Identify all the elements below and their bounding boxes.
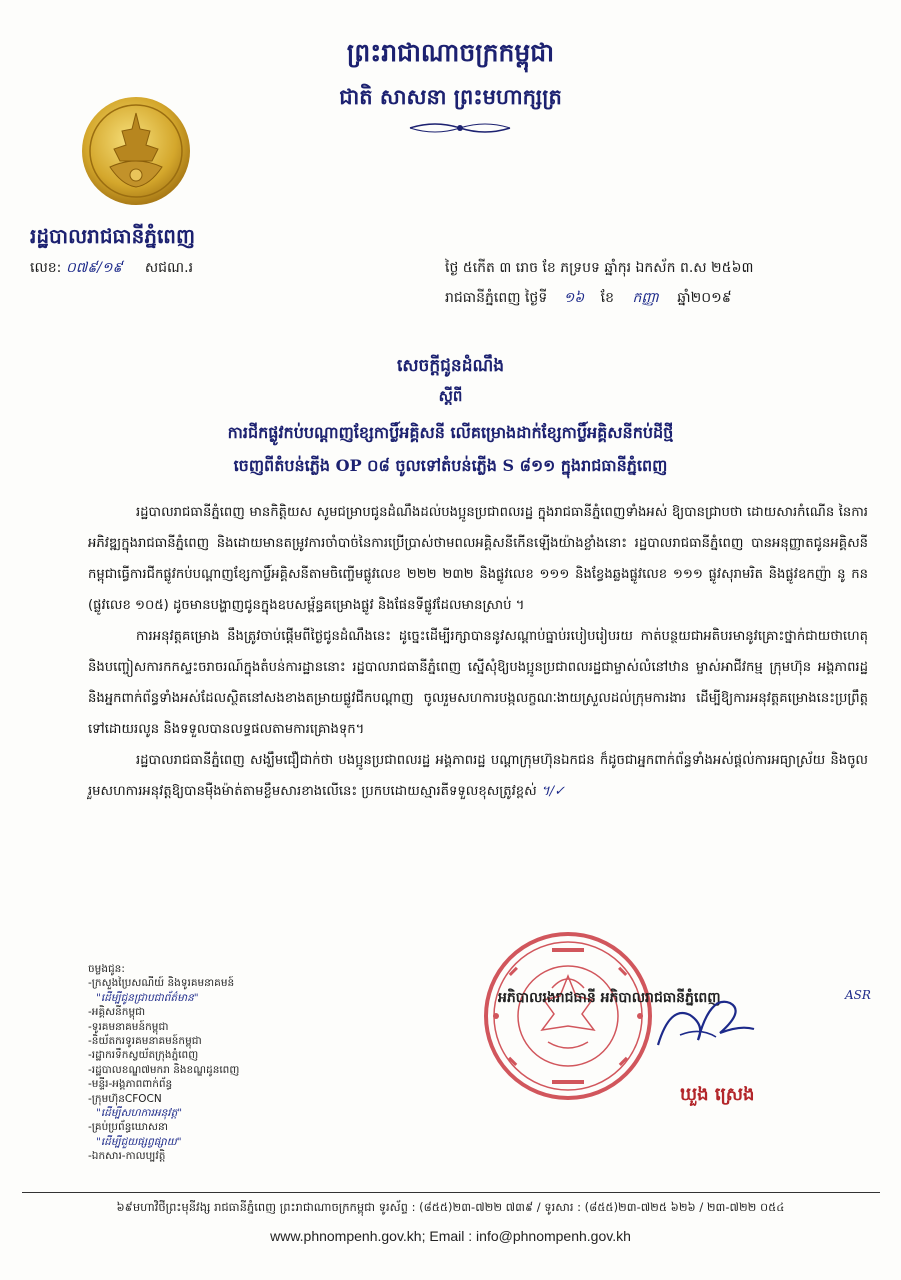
cc-item: "ដើម្បីជួយផ្សព្វផ្សាយ": [96, 1135, 182, 1148]
cc-item: -ក្រុមហ៊ុនCFOCN: [88, 1092, 162, 1105]
cc-item: -ទូរគមនាគមន៍កម្ពុជា: [88, 1020, 169, 1033]
lunar-date: ថ្ងៃ ៥កើត ៣ រោច ខែ ភទ្របទ ឆ្នាំកុរ ឯកស័ក ព.ស ២៥៦៣: [445, 260, 754, 276]
notice-body: [88, 497, 868, 807]
body-paragraph-1: រដ្ឋបាលរាជធានីភ្នំពេញ មានកិត្តិយស សូមជម្រាបជូនដំណឹងដល់បងប្អូនប្រជាពលរដ្ឋ ក្នុងរាជធានីភ្នំពេញទាំងអស់ ឱ្យបានជ្រាបថា ដោយសារកំណើន នៃការអភិវឌ្ឍក្នុងរាជធានីភ្នំពេញ និងដោយមានតម្រូវការចាំបាច់នៃការប្រើប្រាស់ថាមពលអគ្គិសនីកើនឡើងយ៉ាងខ្លាំងនោះ រដ្ឋបាលរាជធានីភ្នំពេញ បានអនុញ្ញាតជូនអគ្គិសនីកម្ពុជាធ្វើការជីកផ្លូវកប់បណ្តាញខ្សែកាប្លិ៍អគ្គិសនីតាមចិញ្ចើមផ្លូវលេខ ២២២ ២៣២ និងផ្លូវលេខ ១១១ និងខ្វែងឆ្លងផ្លូវលេខ ១១១ ផ្លូវសុរាមរិត និងផ្លូវឧកញ៉ា នូ កន (ផ្លូវលេខ ១០៥) ដូចមានបង្ហាញជូនក្នុងឧបសម្ព័ន្ធគម្រោងផ្លូវ និងផែនទីផ្លូវដែលមានស្រាប់ ។: [88, 505, 868, 613]
cc-item: -អគ្គិសនីកម្ពុជា: [88, 1006, 146, 1019]
solar-year: ឆ្នាំ២០១៩: [677, 290, 732, 306]
reference-value: ០៧៩/១៩: [65, 260, 123, 276]
footer-divider: [22, 1192, 880, 1193]
phnom-penh-seal-emblem: [80, 95, 192, 207]
solar-month-label: ខែ: [600, 290, 614, 306]
cc-item: -មន្ទីរ-អង្គភាពពាក់ព័ន្ធ: [88, 1078, 173, 1091]
reference-number: [30, 258, 193, 279]
signer-name: ឃួង ស្រេង: [680, 1084, 755, 1105]
about-heading: ស្តីពី: [438, 387, 463, 405]
reference-prefix: លេខ:: [30, 260, 62, 276]
solar-day: ១៦: [563, 290, 585, 306]
cc-label: ចម្លងជូន:: [88, 963, 125, 975]
body-paragraph-3: [88, 745, 868, 807]
cc-item: -គ្រប់ប្រព័ន្ធឃោសនា: [88, 1121, 169, 1134]
cc-item: -ឯកសារ-កាលប្បវត្តិ: [88, 1150, 166, 1163]
cc-item: "ដើម្បីសហការអនុវត្ត": [96, 1107, 183, 1120]
subject-title-line1: ការជីកផ្លូវកប់បណ្តាញខ្សែកាប្លិ៍អគ្គិសនី លើគម្រោងដាក់ខ្សែកាប្លិ៍អគ្គិសនីកប់ដីថ្មី: [227, 423, 674, 442]
handwritten-mark: ។/✓: [540, 784, 566, 799]
solar-date-prefix: រាជធានីភ្នំពេញ ថ្ងៃទី: [445, 290, 548, 306]
motto-heading: ជាតិ សាសនា ព្រះមហាក្សត្រ: [339, 84, 562, 109]
cc-item: "ដើម្បីជូនជ្រាបជាព័ត៌មាន": [96, 991, 199, 1004]
signer-title: អភិបាលរងរាជធានី អភិបាលរាជធានីភ្នំពេញ: [498, 990, 721, 1006]
handwritten-signature: [650, 985, 760, 1055]
notice-heading: សេចក្តីជូនដំណឹង: [396, 356, 505, 376]
cc-item: -ក្រសួងប្រៃសណីយ៍ និងទូរគមនាគមន៍: [88, 977, 235, 990]
solar-date: [445, 288, 732, 309]
reference-suffix: សជណ.រ: [144, 260, 194, 276]
organization-name: រដ្ឋបាលរាជធានីភ្នំពេញ: [30, 224, 196, 248]
cc-item: -រដ្ឋាករទឹកស្វយ័តក្រុងភ្នំពេញ: [88, 1049, 199, 1062]
signer-initials: ASR: [845, 988, 871, 1002]
footer-address: ៦៩មហាវិថីព្រះមុនីវង្ស រាជធានីភ្នំពេញ ព្រះរាជាណាចក្រកម្ពុជា ទូរស័ព្ទ : (៨៥៥)២៣-៧២២ ៧៣៩ / ទូរសារ : (៨៥៥)២៣-៧២៥ ៦២៦ / ២៣-៧២២ ០៥៤: [116, 1200, 785, 1214]
footer-website-email: www.phnompenh.gov.kh; Email : info@phnompenh.gov.kh: [270, 1228, 631, 1244]
cc-item: -និយ័តករទូរគមនាគមន៍កម្ពុជា: [88, 1035, 202, 1048]
solar-month: កញ្ញា: [632, 290, 659, 306]
ornament-divider: [405, 118, 515, 138]
subject-title-line2: ចេញពីតំបន់ភ្លើង OP ០៨ ចូលទៅតំបន់ភ្លើង S ៨១១ ក្នុងរាជធានីភ្នំពេញ: [233, 456, 668, 475]
body-paragraph-3-text: រដ្ឋបាលរាជធានីភ្នំពេញ សង្ឃឹមជឿជាក់ថា បងប្អូនប្រជាពលរដ្ឋ អង្គភាពរដ្ឋ បណ្តាក្រុមហ៊ុនឯកជន ក៏ដូចជាអ្នកពាក់ព័ន្ធទាំងអស់ផ្តល់ការអធ្យាស្រ័យ និងចូលរួមសហការអនុវត្តឱ្យបានម៉ឺងម៉ាត់តាមខ្លឹមសារខាងលើនេះ ប្រកបដោយស្មារតីទទួលខុសត្រូវខ្ពស់: [88, 753, 868, 799]
cc-item: -រដ្ឋបាលខណ្ឌ៧មករា និងខណ្ឌដូនពេញ: [88, 1063, 240, 1076]
official-red-stamp: [482, 930, 654, 1102]
body-paragraph-2: ការអនុវត្តគម្រោង នឹងត្រូវចាប់ផ្តើមពីថ្ងៃជូនដំណឹងនេះ ដូច្នេះដើម្បីរក្សាបាននូវសណ្តាប់ធ្នាប់របៀបរៀបរយ កាត់បន្ថយជាអតិបរមានូវគ្រោះថ្នាក់ជាយថាហេតុ និងបញ្ចៀសការកកស្ទះចរាចរណ៍ក្នុងតំបន់ការដ្ឋាននោះ រដ្ឋបាលរាជធានីភ្នំពេញ ស្នើសុំឱ្យបងប្អូនប្រជាពលរដ្ឋជាម្ចាស់លំនៅឋាន ម្ចាស់អាជីវកម្ម ក្រុមហ៊ុន អង្គភាពរដ្ឋ និងអ្នកពាក់ព័ន្ធទាំងអស់ដែលស្ថិតនៅសងខាងតម្រាយផ្លូវជីកបណ្តាញ ចូលរួមសហការបង្កលក្ខណៈងាយស្រួលដល់ក្រុមការងារ ដើម្បីឱ្យការអនុវត្តគម្រោងនេះប្រព្រឹត្តទៅដោយរលូន និងទទួលបានលទ្ធផលតាមការគ្រោងទុក។: [88, 629, 868, 737]
cc-list: [88, 962, 239, 1164]
kingdom-heading: ព្រះរាជាណាចក្រកម្ពុជា: [346, 38, 555, 67]
